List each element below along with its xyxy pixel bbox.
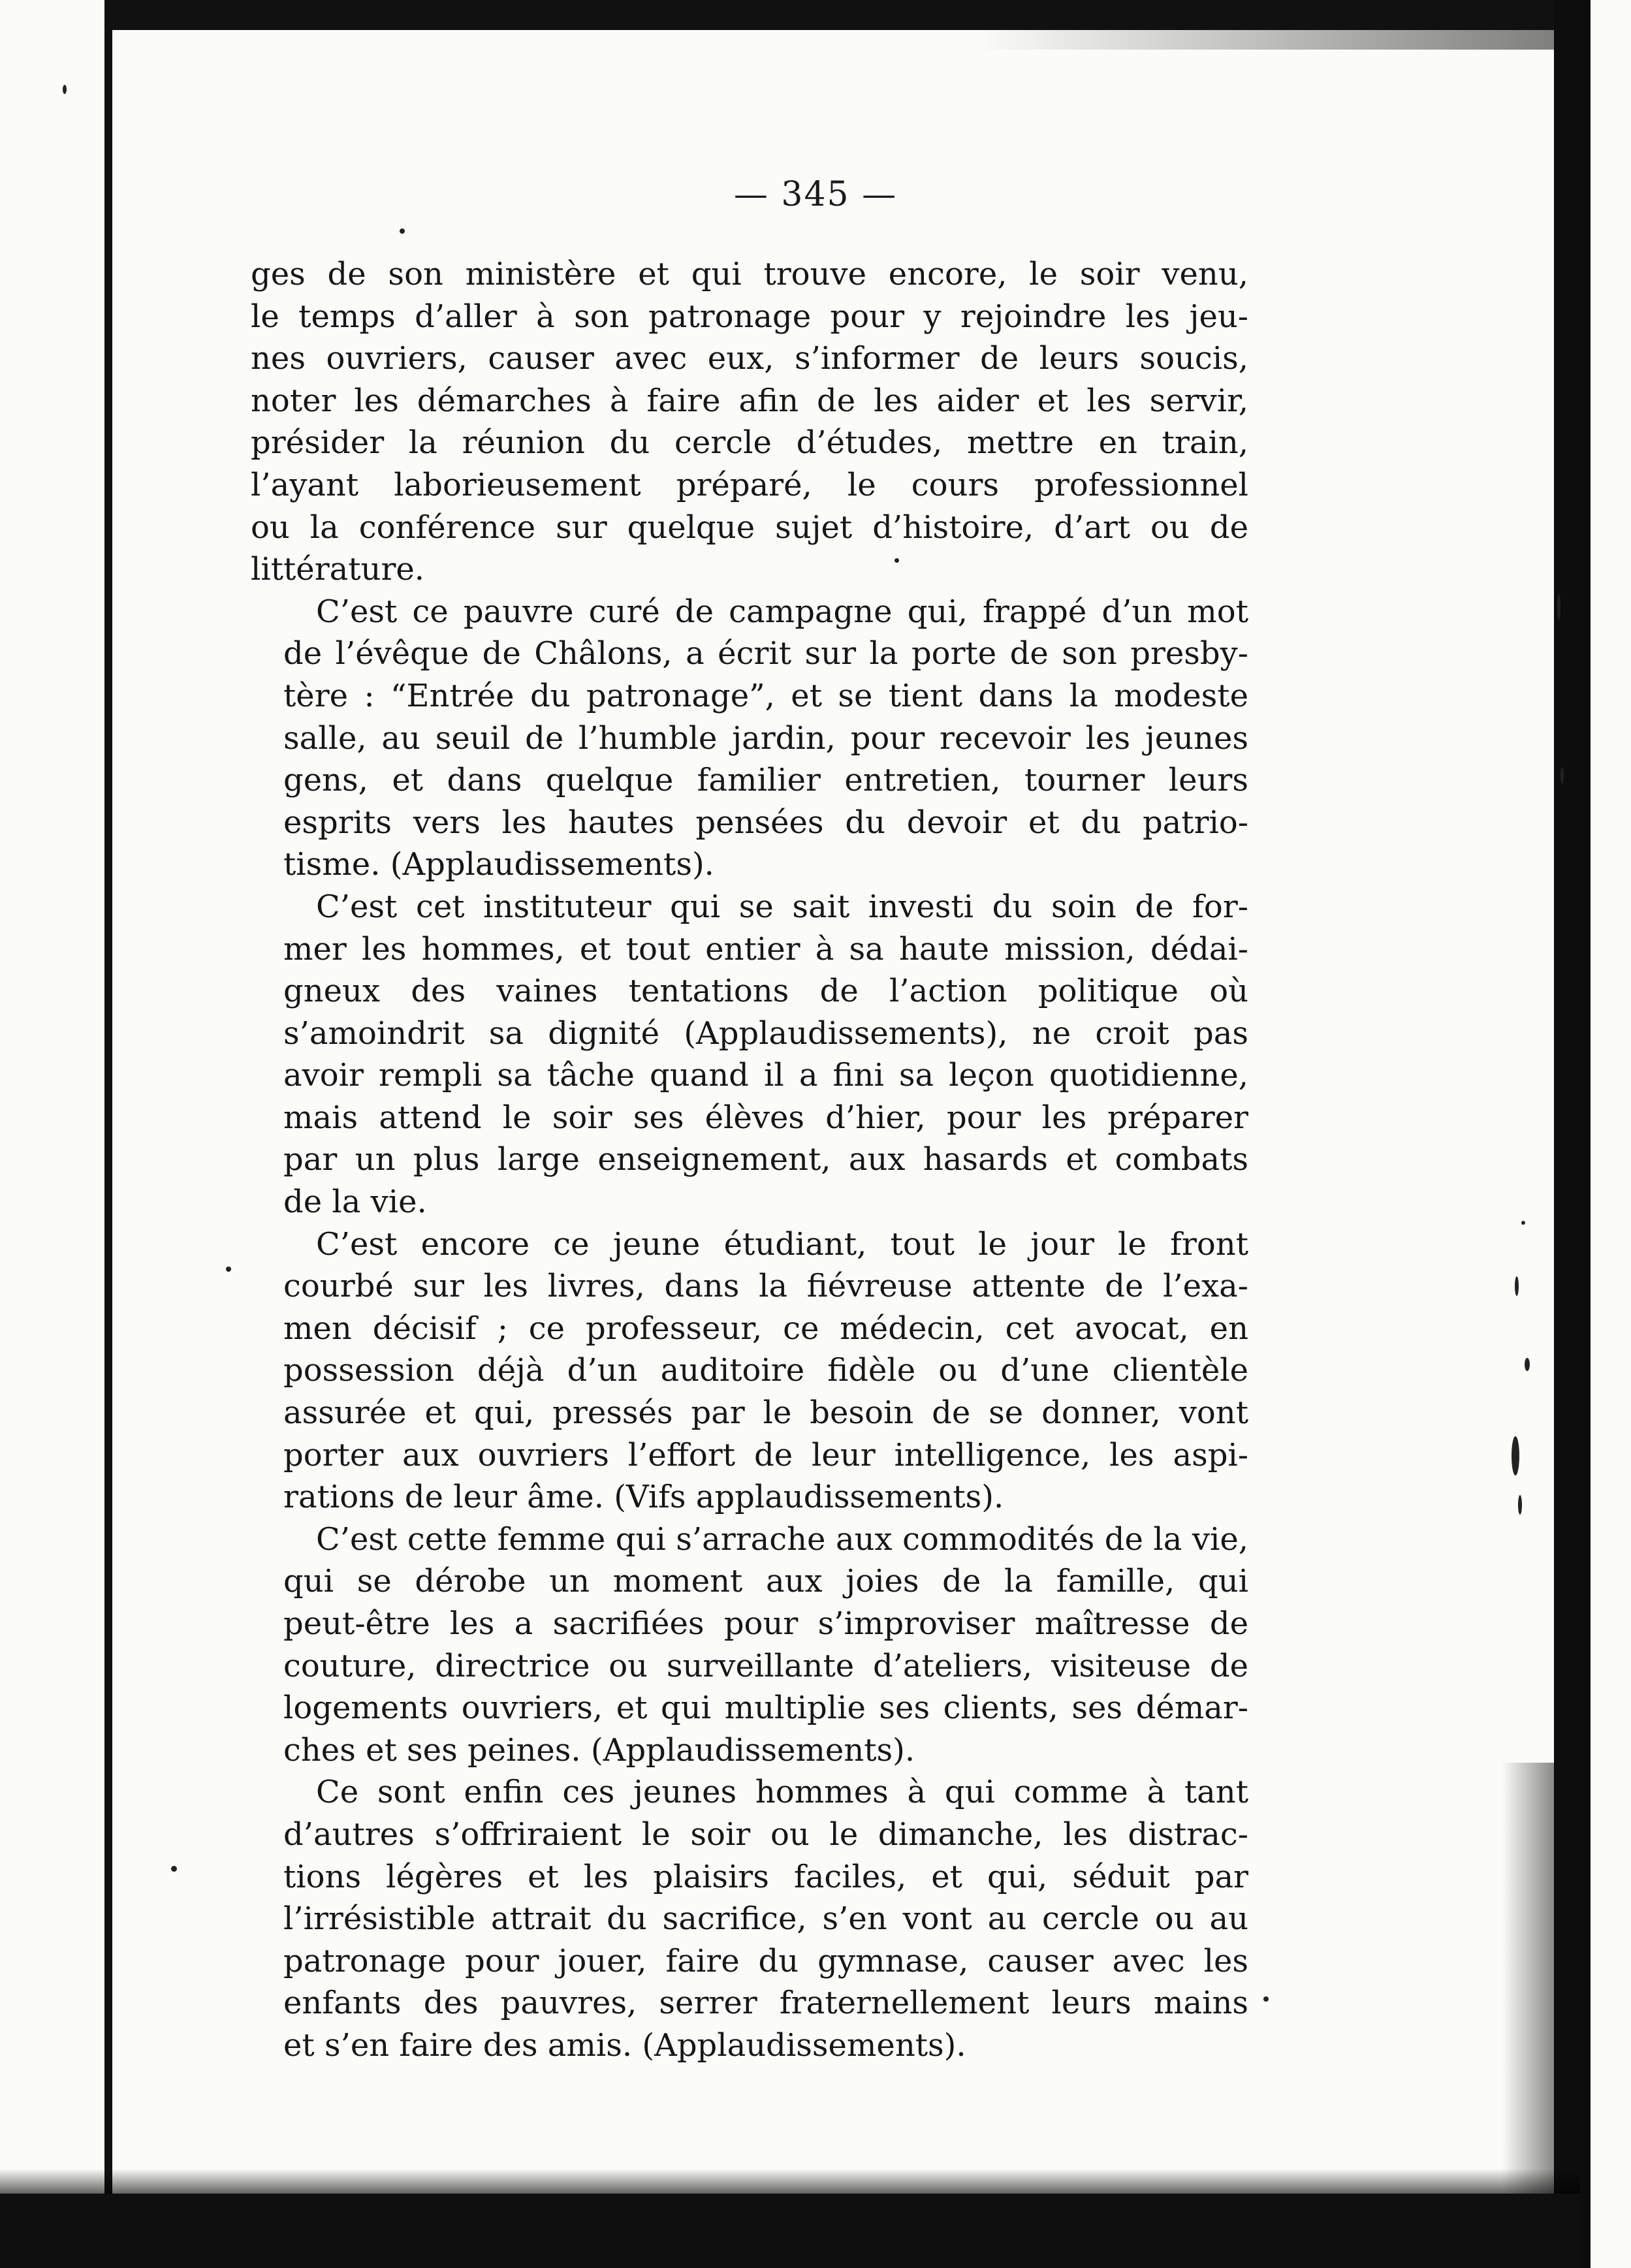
text-line: ou la conférence sur quelque sujet d’histoire, d’art ou de [251,509,1248,546]
text-line: présider la réunion du cercle d’études, mettre en train, [251,424,1248,462]
text-line: salle, au seuil de l’humble jardin, pour recevoir les jeunes [283,719,1248,757]
scan-shadow-top [979,30,1567,50]
scan-speck [1512,1436,1519,1475]
text-line: nes ouvriers, causer avec eux, s’informer de leurs soucis, [251,340,1248,377]
text-line: logements ouvriers, et qui multiplie ses clients, ses démar- [283,1690,1248,1727]
text-line: et s’en faire des amis. (Applaudissements). [283,2026,966,2064]
paragraph [251,886,1248,1223]
text-line: C’est cette femme qui s’arrache aux commodités de la vie, [316,1520,1248,1558]
text-line: gneux des vaines tentations de l’action politique où [283,973,1248,1010]
paragraph [251,1519,1248,1772]
scan-shadow-right [1502,1763,1554,2207]
scan-speck [1557,594,1560,620]
scan-speck [1560,767,1564,784]
scan-shadow-bottom [0,2169,1580,2194]
text-line: peut-être les a sacrifiées pour s’improviser maîtresse de [283,1605,1248,1642]
text-line: enfants des pauvres, serrer fraternellement leurs mains [283,1985,1248,2022]
text-line: l’ayant laborieusement préparé, le cours professionnel [251,466,1248,503]
scan-speck [1521,1221,1525,1225]
text-line: courbé sur les livres, dans la fiévreuse attente de l’exa- [283,1268,1248,1305]
text-line: qui se dérobe un moment aux joies de la famille, qui [283,1563,1248,1600]
text-line: mais attend le soir ses élèves d’hier, pour les préparer [283,1099,1248,1136]
text-line: tions légères et les plaisirs faciles, et qui, séduit par [283,1858,1248,1895]
scan-speck [1518,1495,1522,1515]
text-line: de la vie. [283,1184,427,1221]
text-line: s’amoindrit sa dignité (Applaudissements), ne croit pas [283,1015,1248,1052]
text-line: patronage pour jouer, faire du gymnase, causer avec les [283,1942,1248,1979]
page-number: — 345 — [733,175,898,214]
text-line: avoir rempli sa tâche quand il a fini sa leçon quotidienne, [283,1057,1248,1094]
text-line: mer les hommes, et tout entier à sa haute mission, dédai- [283,930,1248,968]
text-line: tère : “Entrée du patronage”, et se tient dans la modeste [283,677,1248,714]
scan-speck [1525,1358,1530,1371]
scan-border-left [104,0,112,2268]
text-line: esprits vers les hautes pensées du devoir et du patrio- [283,804,1248,841]
scan-speck [171,1866,177,1872]
text-line: C’est encore ce jeune étudiant, tout le jour le front [316,1225,1248,1263]
paragraph [251,1223,1248,1519]
paragraph [251,1771,1248,2066]
scan-speck [63,85,67,94]
text-line: men décisif ; ce professeur, ce médecin, cet avocat, en [283,1310,1248,1347]
scan-border-right [1554,0,1591,2268]
text-line: l’irrésistible attrait du sacrifice, s’en vont au cercle ou au [283,1900,1248,1938]
text-line: de l’évêque de Châlons, a écrit sur la porte de son presby- [283,635,1248,672]
scan-speck [1263,1996,1269,2002]
text-line: Ce sont enfin ces jeunes hommes à qui comme à tant [316,1774,1248,1811]
text-line: ges de son ministère et qui trouve encore, le soir venu, [251,256,1248,292]
text-line: littérature. [251,551,425,588]
text-line: par un plus large enseignement, aux hasards et combats [283,1141,1248,1178]
text-line: tisme. (Applaudissements). [283,846,714,883]
text-line: C’est cet instituteur qui se sait investi du soin de for- [316,888,1248,925]
text-line: rations de leur âme. (Vifs applaudissements). [283,1479,1004,1516]
text-line: noter les démarches à faire afin de les aider et les servir, [251,382,1248,419]
text-line: le temps d’aller à son patronage pour y rejoindre les jeu- [251,298,1248,335]
scan-speck [400,228,405,234]
text-line: d’autres s’offriraient le soir ou le dimanche, les distrac- [283,1816,1248,1853]
text-line: ches et ses peines. (Applaudissements). [283,1731,915,1769]
text-line: C’est ce pauvre curé de campagne qui, frappé d’un mot [316,593,1248,630]
scan-speck [226,1267,231,1272]
scan-border-top [104,0,1567,30]
text-line: possession déjà d’un auditoire fidèle ou d’une clientèle [283,1352,1248,1389]
scan-speck [1515,1276,1519,1296]
paragraph [251,253,1248,591]
text-line: gens, et dans quelque familier entretien, tourner leurs [283,762,1248,799]
body-text [251,253,1248,2067]
paragraph [251,591,1248,886]
scan-border-bottom [0,2194,1580,2268]
text-line: assurée et qui, pressés par le besoin de se donner, vont [283,1394,1248,1432]
text-line: porter aux ouvriers l’effort de leur intelligence, les aspi- [283,1436,1248,1473]
text-line: couture, directrice ou surveillante d’ateliers, visiteuse de [283,1647,1248,1684]
